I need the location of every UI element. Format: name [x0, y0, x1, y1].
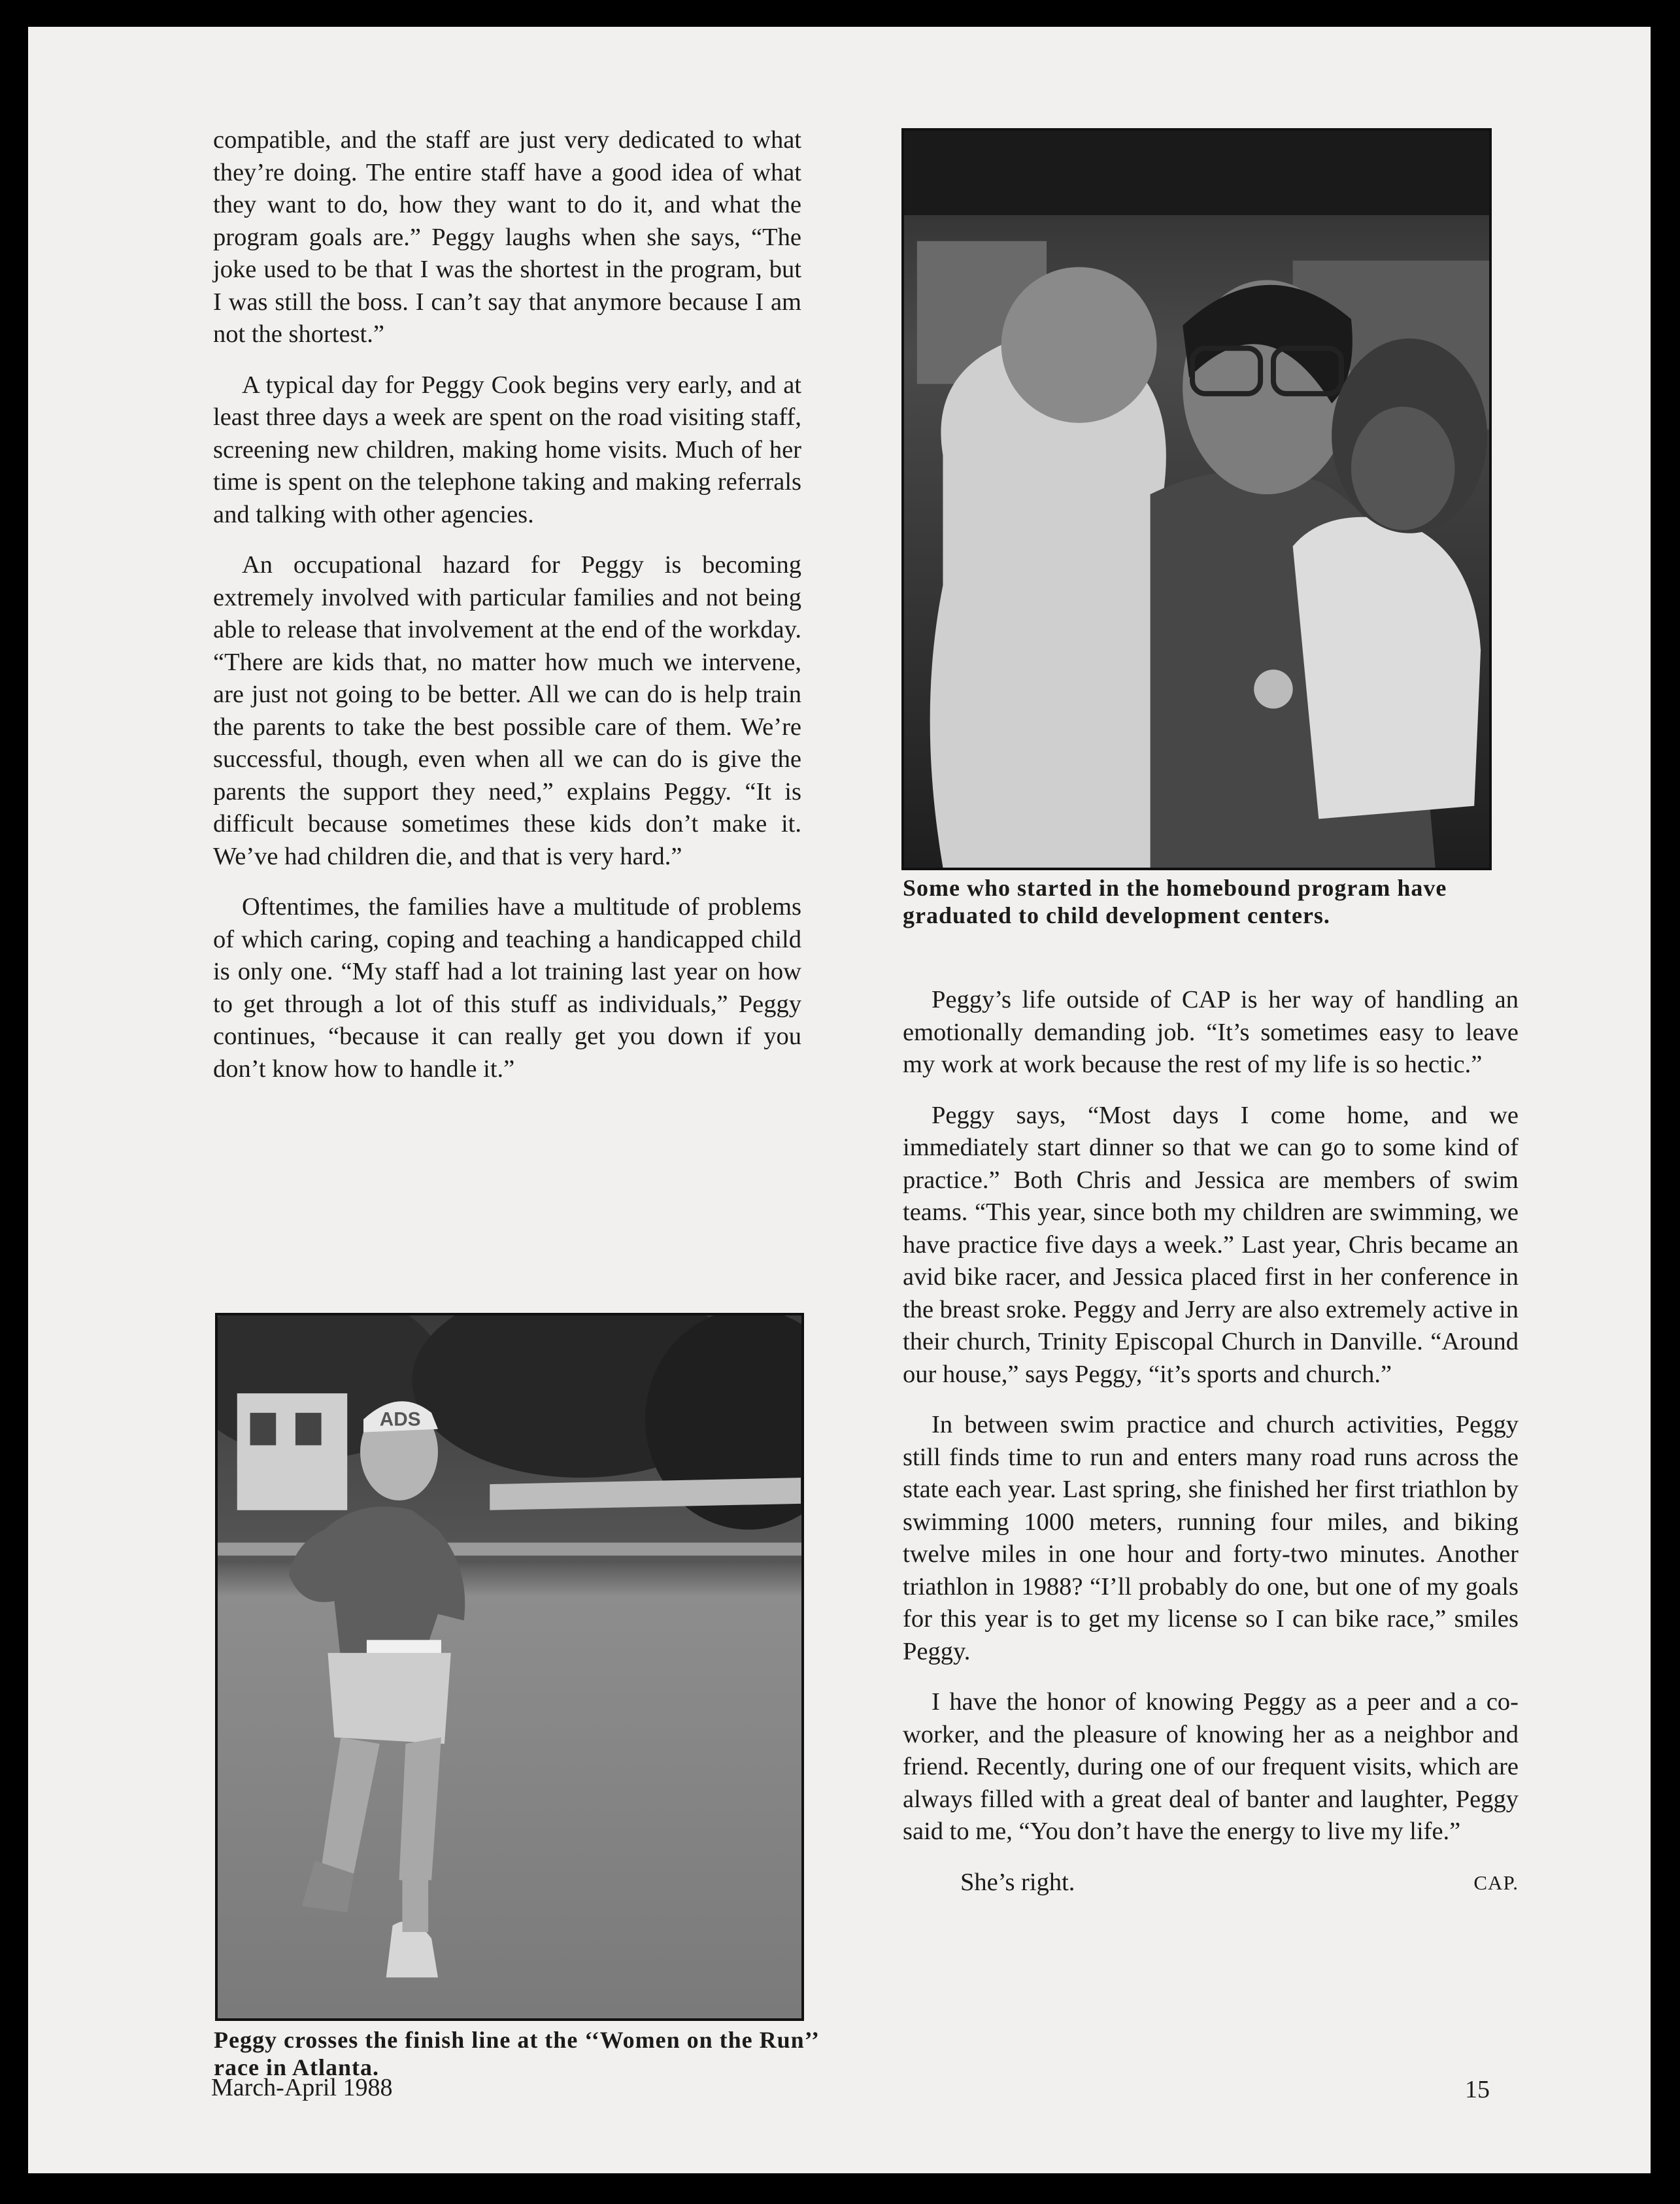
photo-woman-with-children	[901, 128, 1492, 870]
magazine-page	[28, 27, 1651, 2173]
photo-woman-with-children-image	[904, 131, 1489, 868]
left-column	[213, 124, 801, 1104]
paragraph: I have the honor of knowing Peggy as a peer and a co-worker, and the pleasure of knowing her as a neighbor and friend. Recently, during one of our frequent visits, which are always filled with a great deal of banter and laughter, Peggy said to me, “You don’t have the energy to live my life.”	[903, 1688, 1519, 1845]
caption-top: Some who started in the homebound program have graduated to child development centers.	[903, 875, 1447, 928]
closing-text: She’s right.	[960, 1868, 1075, 1896]
paragraph: An occupational hazard for Peggy is becoming extremely involved with particular families and not being able to release that involvement at the end of the workday. “There are kids that, no matter how much we intervene, are just not going to be better. All we can do is help train the parents to take the best possible care of them. We’re successful, though, even when all we can do is give the parents the support they need,” explains Peggy. “It is difficult because sometimes these kids don’t make it. We’ve had children die, and that is very hard.”	[213, 551, 801, 870]
photo-runner-image	[218, 1315, 801, 2018]
paragraph: Peggy’s life outside of CAP is her way of handling an emotionally demanding job. “It’s sometimes easy to leave my work at work because the rest of my life is so hectic.”	[903, 986, 1519, 1078]
paragraph: In between swim practice and church activities, Peggy still finds time to run and enters many road runs across the state each year. Last spring, she finished her first triathlon by swimming 1000 meters, running four miles, and biking twelve miles in one hour and forty-two minutes. Another triathlon in 1988? “I’ll probably do one, but one of my goals for this year is to get my license so I can bike race,” smiles Peggy.	[903, 1411, 1519, 1665]
closing-line	[903, 1867, 1519, 1899]
right-column	[903, 984, 1519, 1917]
page-number: 15	[1465, 2076, 1490, 2103]
photo-runner	[215, 1313, 804, 2021]
paragraph: Peggy says, “Most days I come home, and we immediately start dinner so that we can go to some kind of practice.” Both Chris and Jessica are members of swim teams. “This year, since both my children are swimming, we have practice five days a week.” Last year, Chris became an avid bike racer, and Jessica placed first in her conference in the breast sroke. Peggy and Jerry are also extremely active in their church, Trinity Episcopal Church in Danville. “Around our house,” says Peggy, “it’s sports and church.”	[903, 1101, 1519, 1388]
signature: CAP.	[1473, 1871, 1519, 1894]
paragraph: Oftentimes, the families have a multitude of problems of which caring, coping and teaching a handicapped child is only one. “My staff had a lot training last year on how to get through a lot of this stuff as individuals,” Peggy continues, “because it can really get you down if you don’t know how to handle it.”	[213, 893, 801, 1083]
issue-date: March-April 1988	[211, 2074, 393, 2101]
cap-text: ADS	[379, 1408, 421, 1431]
paragraph: compatible, and the staff are just very dedicated to what they’re doing. The entire staff have a good idea of what they want to do, how they want to do it, and what the program goals are.” Peggy laughs when she says, “The joke used to be that I was the shortest in the program, but I was still the boss. I can’t say that anymore because I am not the shortest.”	[213, 126, 801, 348]
caption-bottom: Peggy crosses the finish line at the ‘‘Women on the Run’’ race in Atlanta.	[214, 2027, 818, 2080]
paragraph: A typical day for Peggy Cook begins very early, and at least three days a week are spent on the road visiting staff, screening new children, making home visits. Much of her time is spent on the telephone taking and making referrals and talking with other agencies.	[213, 371, 801, 528]
